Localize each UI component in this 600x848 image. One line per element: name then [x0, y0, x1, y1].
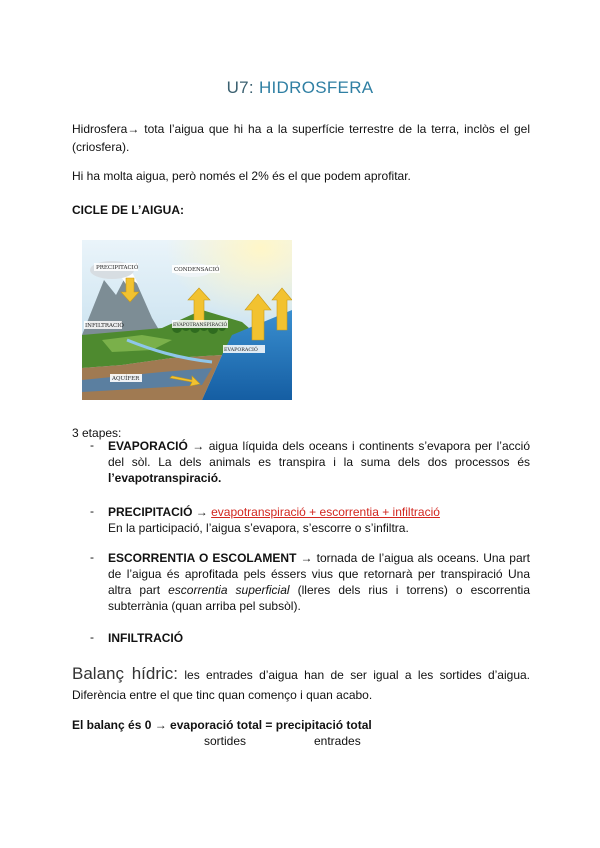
list-dash: - [90, 630, 94, 644]
precipitacio-formula: evapotranspiració + escorrentia + infiltració [211, 505, 440, 519]
water-cycle-diagram [82, 240, 292, 400]
label-infiltracio: INFILTRACIÓ [85, 323, 124, 329]
label-precipitacio: PRECIPITACIÓ [96, 265, 139, 271]
label-evapotranspiracio: EVAPOTRANSPIRACIÓ [173, 323, 228, 328]
term-evapotranspiracio: l’evapotranspiració. [108, 471, 222, 485]
term-precipitacio: PRECIPITACIÓ [108, 505, 193, 519]
arrow-precipitacio: → [192, 505, 212, 519]
balance-entrades: entrades [314, 734, 361, 748]
stages-intro: 3 etapes: [72, 426, 122, 440]
page-title [0, 78, 600, 98]
text-escorrentia-2: (lleres dels rius i torrens) o escorrentia subterrània (quan arriba pel subsòl). [108, 583, 530, 613]
list-dash: - [90, 550, 94, 564]
list-dash: - [90, 504, 94, 518]
label-condensacio: CONDENSACIÓ [174, 267, 220, 273]
balance-paragraph [72, 664, 530, 705]
intro-paragraph-2: Hi ha molta aigua, però només el 2% és el que podem aprofitar. [72, 169, 411, 183]
text-escorrentia: → tornada de l’aigua als oceans. Una part de l’aigua és aprofitada pels éssers vius que retornarà per transpiració Una altra part [108, 551, 530, 597]
intro-paragraph-1: Hidrosfera→ tota l’aigua que hi ha a la superfície terrestre de la terra, inclòs el gel (criosfera). [72, 122, 530, 154]
text-evaporacio: → aigua líquida dels oceans i continents s’evapora per l’acció del sòl. La dels animals es transpira i la suma dels dos processos és [108, 439, 530, 469]
title-accent: HIDROSFERA [258, 78, 374, 97]
list-item-body [108, 504, 530, 536]
balance-label: Balanç hídric: [72, 664, 179, 683]
term-infiltracio: INFILTRACIÓ [108, 631, 184, 645]
balance-sortides: sortides [204, 734, 247, 748]
list-item-body [108, 550, 530, 614]
title-prefix: U7: [226, 78, 259, 97]
section-heading-cycle: CICLE DE L’AIGUA: [72, 203, 185, 217]
label-aquifer: AQUÍFER [112, 376, 140, 382]
balance-equation: El balanç és 0 → evaporació total = precipitació total [72, 718, 372, 732]
label-evaporacio: EVAPORACIÓ [224, 348, 258, 353]
text-precipitacio: En la participació, l’aigua s’evapora, s’escorre o s’infiltra. [108, 521, 409, 535]
list-item-body [108, 630, 530, 646]
list-item-body [108, 438, 530, 486]
balance-text: les entrades d’aigua han de ser igual a les sortides d’aigua. Diferència entre el que tinc quan començo i quan acabo. [72, 668, 531, 702]
term-evaporacio: EVAPORACIÓ [108, 439, 188, 453]
term-escorrentia-superficial: escorrentia superficial [168, 583, 290, 597]
list-dash: - [90, 438, 94, 452]
term-escorrentia: ESCORRENTIA O ESCOLAMENT [108, 551, 297, 565]
